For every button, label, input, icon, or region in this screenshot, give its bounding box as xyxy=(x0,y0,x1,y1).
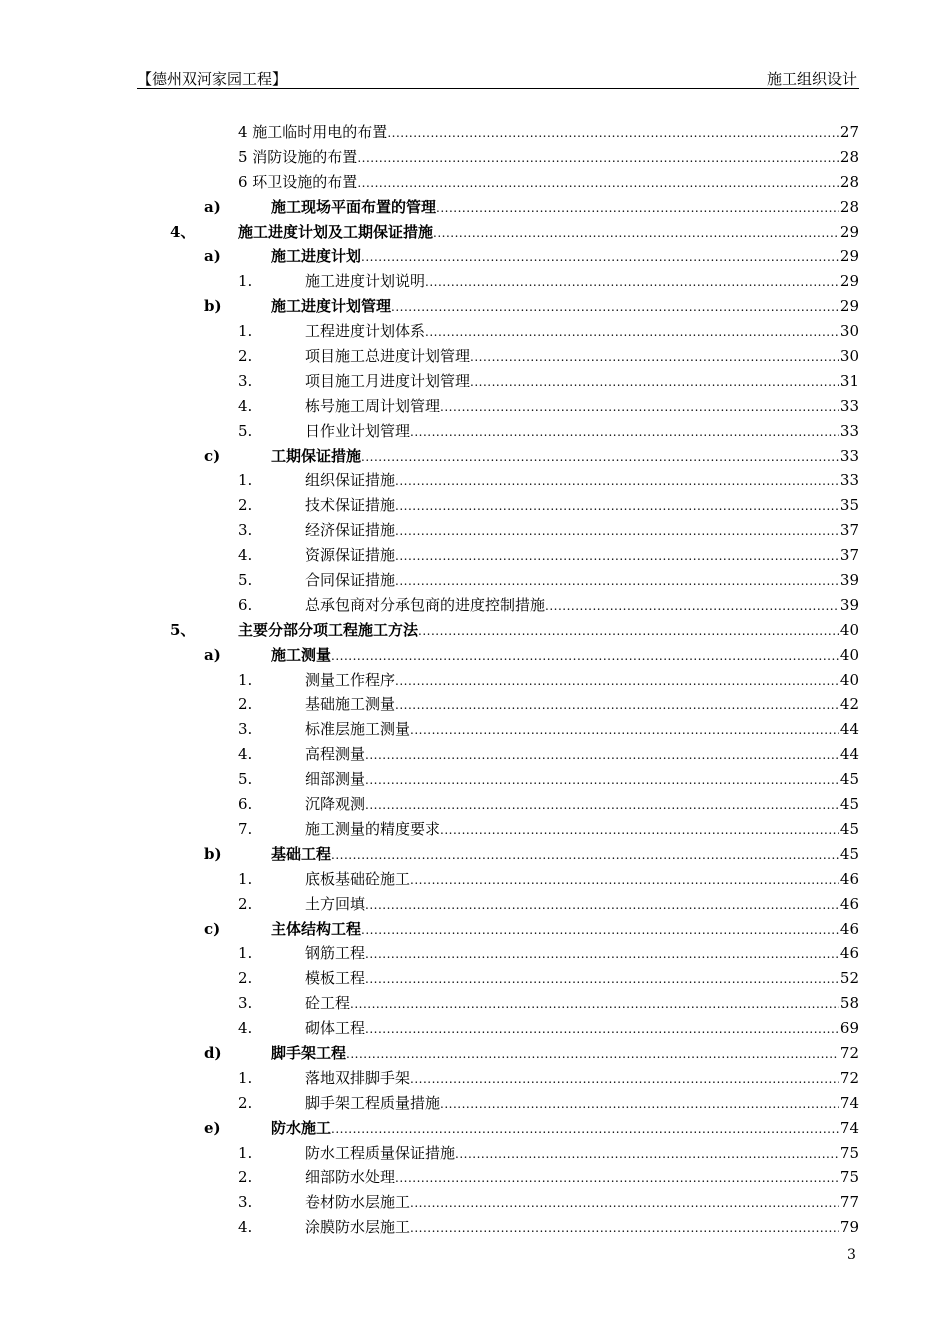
toc-entry-title: 标准层施工测量 xyxy=(305,720,411,739)
toc-entry-line xyxy=(305,966,859,992)
toc-entry-page: 74 xyxy=(839,1093,859,1112)
toc-entry-number: a) xyxy=(204,645,221,664)
toc-entry-page: 46 xyxy=(839,919,859,938)
toc-entry-line xyxy=(305,991,859,1017)
toc-entry-title: 钢筋工程 xyxy=(305,944,366,963)
toc-entry-page: 45 xyxy=(839,770,859,789)
toc-dot-leader xyxy=(425,270,839,295)
toc-entry[interactable] xyxy=(0,319,950,344)
toc-dot-leader xyxy=(391,295,839,320)
toc-dot-leader xyxy=(361,445,839,470)
toc-entry[interactable] xyxy=(0,1215,950,1240)
toc-entry-page: 28 xyxy=(839,197,859,216)
toc-dot-leader xyxy=(410,868,839,893)
toc-entry-line xyxy=(305,767,859,793)
toc-entry-page: 72 xyxy=(839,1068,859,1087)
toc-entry-title: 基础工程 xyxy=(271,844,332,863)
toc-entry-number: 4、 xyxy=(170,222,196,241)
toc-entry-title: 组织保证措施 xyxy=(305,471,396,490)
toc-dot-leader xyxy=(365,967,839,992)
toc-entry-title: 施工进度计划 xyxy=(271,247,362,266)
toc-entry-page: 40 xyxy=(839,670,859,689)
toc-entry-page: 30 xyxy=(839,347,859,366)
toc-entry-title: 工程进度计划体系 xyxy=(305,322,426,341)
toc-entry-page: 44 xyxy=(839,720,859,739)
toc-entry-number: 3. xyxy=(238,521,253,540)
toc-dot-leader xyxy=(395,494,839,519)
toc-entry-title: 资源保证措施 xyxy=(305,546,396,565)
toc-entry-title: 总承包商对分承包商的进度控制措施 xyxy=(305,595,546,614)
toc-entry-page: 37 xyxy=(839,546,859,565)
toc-dot-leader xyxy=(470,370,839,395)
toc-entry-title: 5 消防设施的布置 xyxy=(238,147,358,166)
toc-entry-page: 58 xyxy=(839,994,859,1013)
toc-entry-line xyxy=(305,742,859,768)
toc-entry-number: 6. xyxy=(238,595,253,614)
toc-entry-number: 1. xyxy=(238,869,253,888)
toc-entry[interactable] xyxy=(0,1016,950,1041)
toc-entry-number: 2. xyxy=(238,1168,253,1187)
toc-entry[interactable] xyxy=(0,145,950,170)
toc-entry-line xyxy=(305,892,859,918)
toc-entry[interactable] xyxy=(0,120,950,145)
toc-dot-leader xyxy=(365,793,839,818)
toc-entry-title: 栋号施工周计划管理 xyxy=(305,396,441,415)
toc-entry[interactable] xyxy=(0,1141,950,1166)
toc-entry-line xyxy=(305,1066,859,1092)
toc-entry-line xyxy=(305,717,859,743)
toc-dot-leader xyxy=(410,420,839,445)
toc-entry-title: 主要分部分项工程施工方法 xyxy=(238,620,419,639)
toc-entry-number: 1. xyxy=(238,471,253,490)
toc-entry-line xyxy=(305,493,859,519)
toc-entry-page: 52 xyxy=(839,969,859,988)
toc-entry-title: 落地双排脚手架 xyxy=(305,1068,411,1087)
toc-entry-title: 土方回填 xyxy=(305,894,366,913)
toc-entry[interactable] xyxy=(0,344,950,369)
toc-entry-title: 涂膜防水层施工 xyxy=(305,1218,411,1237)
toc-entry[interactable] xyxy=(0,842,950,867)
toc-entry-page: 27 xyxy=(839,123,859,141)
toc-entry-number: 1. xyxy=(238,944,253,963)
toc-dot-leader xyxy=(365,743,839,768)
toc-entry-number: d) xyxy=(204,1043,222,1062)
toc-entry-page: 29 xyxy=(839,247,859,266)
toc-dot-leader xyxy=(425,320,839,345)
toc-entry-number: 3. xyxy=(238,720,253,739)
toc-dot-leader xyxy=(395,544,839,569)
toc-entry-line xyxy=(305,543,859,569)
toc-entry-page: 46 xyxy=(839,944,859,963)
toc-dot-leader xyxy=(410,1067,839,1092)
toc-entry-title: 施工进度计划说明 xyxy=(305,272,426,291)
toc-entry-line xyxy=(238,145,859,171)
toc-entry-page: 44 xyxy=(839,745,859,764)
toc-entry-title: 施工测量 xyxy=(271,645,332,664)
toc-dot-leader xyxy=(395,693,839,718)
toc-entry-line xyxy=(305,792,859,818)
toc-entry-page: 35 xyxy=(839,496,859,515)
toc-entry-line xyxy=(305,269,859,295)
toc-entry-title: 细部测量 xyxy=(305,770,366,789)
toc-entry[interactable] xyxy=(0,419,950,444)
toc-entry-number: 2. xyxy=(238,496,253,515)
toc-entry[interactable] xyxy=(0,618,950,643)
toc-entry-title: 施工测量的精度要求 xyxy=(305,819,441,838)
toc-entry-title: 测量工作程序 xyxy=(305,670,396,689)
toc-entry[interactable] xyxy=(0,917,950,942)
toc-entry[interactable] xyxy=(0,294,950,319)
toc-entry-line xyxy=(305,568,859,594)
toc-entry-number: 3. xyxy=(238,994,253,1013)
toc-entry-line xyxy=(305,593,859,619)
toc-entry-number: 1. xyxy=(238,322,253,341)
toc-entry[interactable] xyxy=(0,892,950,917)
toc-entry-line xyxy=(271,294,859,320)
toc-entry-line xyxy=(305,419,859,445)
toc-entry[interactable] xyxy=(0,543,950,568)
toc-entry-number: 1. xyxy=(238,670,253,689)
toc-entry[interactable] xyxy=(0,220,950,245)
toc-entry[interactable] xyxy=(0,493,950,518)
toc-entry-line xyxy=(305,1190,859,1216)
toc-entry-number: 2. xyxy=(238,894,253,913)
toc-entry-number: 1. xyxy=(238,1143,253,1162)
toc-entry-number: 6. xyxy=(238,795,253,814)
toc-entry-number: 5. xyxy=(238,421,253,440)
toc-entry-page: 33 xyxy=(839,421,859,440)
toc-entry-number: 1. xyxy=(238,272,253,291)
page-header xyxy=(137,68,859,89)
toc-entry-line xyxy=(271,244,859,270)
toc-dot-leader xyxy=(361,245,839,270)
toc-entry-number: 3. xyxy=(238,371,253,390)
toc-entry[interactable] xyxy=(0,518,950,543)
toc-entry-title: 项目施工月进度计划管理 xyxy=(305,371,471,390)
toc-entry-number: 4. xyxy=(238,1019,253,1038)
toc-entry-number: a) xyxy=(204,247,221,266)
toc-entry-title: 主体结构工程 xyxy=(271,919,362,938)
toc-entry-title: 砼工程 xyxy=(305,994,351,1013)
toc-entry-title: 砌体工程 xyxy=(305,1019,366,1038)
toc-entry[interactable] xyxy=(0,991,950,1016)
header-project-title: 【德州双河家园工程】 xyxy=(137,70,288,88)
toc-entry-title: 技术保证措施 xyxy=(305,496,396,515)
toc-entry-line xyxy=(305,941,859,967)
toc-entry-line xyxy=(305,394,859,420)
toc-dot-leader xyxy=(357,146,839,171)
toc-entry[interactable] xyxy=(0,593,950,618)
toc-entry-title: 项目施工总进度计划管理 xyxy=(305,347,471,366)
toc-entry-page: 46 xyxy=(839,869,859,888)
toc-entry-number: e) xyxy=(204,1118,221,1137)
toc-entry[interactable] xyxy=(0,941,950,966)
toc-entry-line xyxy=(305,319,859,345)
toc-entry[interactable] xyxy=(0,867,950,892)
toc-entry-line xyxy=(271,195,859,221)
toc-entry-line xyxy=(305,1016,859,1042)
toc-entry-title: 脚手架工程质量措施 xyxy=(305,1093,441,1112)
header-document-title: 施工组织设计 xyxy=(766,70,857,88)
toc-dot-leader xyxy=(346,1042,839,1067)
toc-dot-leader xyxy=(418,619,839,644)
toc-entry-line xyxy=(305,867,859,893)
toc-entry-page: 69 xyxy=(839,1019,859,1038)
toc-entry[interactable] xyxy=(0,244,950,269)
toc-entry-page: 39 xyxy=(839,571,859,590)
toc-dot-leader xyxy=(440,1092,839,1117)
toc-entry[interactable] xyxy=(0,468,950,493)
toc-entry-number: b) xyxy=(204,844,222,863)
toc-entry-page: 72 xyxy=(839,1043,859,1062)
toc-entry-page: 33 xyxy=(839,446,859,465)
toc-entry-page: 29 xyxy=(839,222,859,241)
toc-entry-page: 46 xyxy=(839,894,859,913)
toc-entry-line xyxy=(305,518,859,544)
toc-entry-line xyxy=(305,344,859,370)
toc-entry-line xyxy=(305,817,859,843)
toc-entry-page: 28 xyxy=(839,172,859,191)
toc-entry-title: 模板工程 xyxy=(305,969,366,988)
toc-entry-title: 底板基础砼施工 xyxy=(305,869,411,888)
toc-dot-leader xyxy=(410,718,839,743)
toc-entry-line xyxy=(271,643,859,669)
toc-entry[interactable] xyxy=(0,643,950,668)
toc-dot-leader xyxy=(331,1117,839,1142)
toc-entry-number: c) xyxy=(204,919,221,938)
toc-entry-number: 2. xyxy=(238,347,253,366)
toc-entry-number: b) xyxy=(204,297,222,316)
toc-entry[interactable] xyxy=(0,170,950,195)
toc-entry-page: 45 xyxy=(839,844,859,863)
toc-dot-leader xyxy=(395,519,839,544)
toc-entry-title: 施工进度计划管理 xyxy=(271,297,392,316)
toc-entry-title: 防水工程质量保证措施 xyxy=(305,1143,456,1162)
toc-entry[interactable] xyxy=(0,1165,950,1190)
toc-entry-page: 39 xyxy=(839,595,859,614)
toc-entry-page: 31 xyxy=(839,371,859,390)
toc-entry-line xyxy=(271,917,859,943)
toc-entry-page: 40 xyxy=(839,620,859,639)
toc-entry[interactable] xyxy=(0,792,950,817)
toc-dot-leader xyxy=(331,644,839,669)
toc-dot-leader xyxy=(357,171,839,196)
toc-entry-line xyxy=(238,120,859,146)
toc-entry-line xyxy=(238,618,859,644)
toc-entry-line xyxy=(305,468,859,494)
toc-dot-leader xyxy=(410,1191,839,1216)
toc-entry[interactable] xyxy=(0,717,950,742)
page-number: 3 xyxy=(847,1247,856,1263)
toc-entry-number: c) xyxy=(204,446,221,465)
toc-entry[interactable] xyxy=(0,1066,950,1091)
toc-entry[interactable] xyxy=(0,269,950,294)
toc-dot-leader xyxy=(395,469,839,494)
toc-entry-line xyxy=(271,842,859,868)
toc-entry[interactable] xyxy=(0,966,950,991)
toc-entry-page: 45 xyxy=(839,795,859,814)
toc-entry-number: 1. xyxy=(238,1068,253,1087)
toc-dot-leader xyxy=(433,221,839,246)
toc-entry-line xyxy=(271,1116,859,1142)
toc-entry[interactable] xyxy=(0,767,950,792)
toc-entry-title: 沉降观测 xyxy=(305,795,366,814)
toc-entry-number: 4. xyxy=(238,396,253,415)
toc-entry[interactable] xyxy=(0,195,950,220)
toc-entry-title: 卷材防水层施工 xyxy=(305,1193,411,1212)
toc-entry[interactable] xyxy=(0,394,950,419)
toc-entry-page: 77 xyxy=(839,1193,859,1212)
toc-dot-leader xyxy=(331,843,839,868)
toc-entry-number: 5. xyxy=(238,770,253,789)
toc-entry-line xyxy=(305,1091,859,1117)
toc-entry-page: 37 xyxy=(839,521,859,540)
toc-entry-page: 28 xyxy=(839,147,859,166)
toc-dot-leader xyxy=(455,1142,839,1167)
toc-entry-page: 45 xyxy=(839,819,859,838)
toc-dot-leader xyxy=(470,345,839,370)
toc-entry-number: 2. xyxy=(238,969,253,988)
toc-entry-page: 74 xyxy=(839,1118,859,1137)
toc-entry-number: a) xyxy=(204,197,221,216)
toc-entry-page: 40 xyxy=(839,645,859,664)
toc-entry-line xyxy=(305,1215,859,1241)
toc-entry-title: 6 环卫设施的布置 xyxy=(238,172,358,191)
toc-entry-line xyxy=(305,692,859,718)
toc-entry-page: 75 xyxy=(839,1168,859,1187)
toc-entry-page: 30 xyxy=(839,322,859,341)
toc-entry-title: 基础施工测量 xyxy=(305,695,396,714)
toc-entry-page: 33 xyxy=(839,471,859,490)
toc-entry[interactable] xyxy=(0,568,950,593)
toc-entry-line xyxy=(238,170,859,196)
toc-entry-title: 防水施工 xyxy=(271,1118,332,1137)
toc-entry[interactable] xyxy=(0,742,950,767)
toc-entry-page: 29 xyxy=(839,297,859,316)
toc-entry-number: 4. xyxy=(238,1218,253,1237)
toc-entry[interactable] xyxy=(0,444,950,469)
toc-entry-number: 5. xyxy=(238,571,253,590)
toc-entry[interactable] xyxy=(0,817,950,842)
toc-dot-leader xyxy=(436,196,839,221)
toc-entry-line xyxy=(238,220,859,246)
toc-entry[interactable] xyxy=(0,692,950,717)
toc-dot-leader xyxy=(545,594,839,619)
toc-entry[interactable] xyxy=(0,668,950,693)
toc-entry-line xyxy=(305,369,859,395)
toc-dot-leader xyxy=(365,768,839,793)
toc-dot-leader xyxy=(365,942,839,967)
toc-entry-title: 施工进度计划及工期保证措施 xyxy=(238,222,434,241)
toc-entry-number: 4. xyxy=(238,546,253,565)
toc-entry-title: 经济保证措施 xyxy=(305,521,396,540)
toc-entry-line xyxy=(305,1141,859,1167)
toc-dot-leader xyxy=(361,918,839,943)
table-of-contents xyxy=(0,120,950,1240)
toc-entry-line xyxy=(305,1165,859,1191)
toc-entry-page: 79 xyxy=(839,1218,859,1237)
toc-entry-line xyxy=(271,1041,859,1067)
toc-entry-number: 4. xyxy=(238,745,253,764)
toc-entry-title: 日作业计划管理 xyxy=(305,421,411,440)
toc-entry[interactable] xyxy=(0,1091,950,1116)
toc-entry-number: 2. xyxy=(238,1093,253,1112)
toc-dot-leader xyxy=(440,395,839,420)
toc-dot-leader xyxy=(365,1017,839,1042)
toc-entry-page: 42 xyxy=(839,695,859,714)
toc-entry-line xyxy=(271,444,859,470)
toc-entry-number: 3. xyxy=(238,1193,253,1212)
toc-entry-number: 2. xyxy=(238,695,253,714)
toc-entry-page: 29 xyxy=(839,272,859,291)
toc-dot-leader xyxy=(440,818,839,843)
toc-entry-title: 合同保证措施 xyxy=(305,571,396,590)
toc-dot-leader xyxy=(387,121,839,146)
toc-entry[interactable] xyxy=(0,1116,950,1141)
toc-dot-leader xyxy=(395,669,839,694)
toc-entry[interactable] xyxy=(0,1041,950,1066)
toc-entry[interactable] xyxy=(0,369,950,394)
toc-entry-title: 细部防水处理 xyxy=(305,1168,396,1187)
toc-dot-leader xyxy=(350,992,839,1017)
toc-entry-title: 施工现场平面布置的管理 xyxy=(271,197,437,216)
toc-entry-page: 75 xyxy=(839,1143,859,1162)
toc-entry-title: 脚手架工程 xyxy=(271,1043,347,1062)
toc-entry-number: 5、 xyxy=(170,620,196,639)
toc-dot-leader xyxy=(410,1216,839,1241)
toc-entry-line xyxy=(305,668,859,694)
toc-entry-title: 高程测量 xyxy=(305,745,366,764)
toc-dot-leader xyxy=(365,893,839,918)
toc-entry-title: 4 施工临时用电的布置 xyxy=(238,123,388,141)
toc-entry-title: 工期保证措施 xyxy=(271,446,362,465)
toc-dot-leader xyxy=(395,569,839,594)
toc-entry[interactable] xyxy=(0,1190,950,1215)
toc-entry-page: 33 xyxy=(839,396,859,415)
toc-dot-leader xyxy=(395,1166,839,1191)
toc-entry-number: 7. xyxy=(238,819,253,838)
